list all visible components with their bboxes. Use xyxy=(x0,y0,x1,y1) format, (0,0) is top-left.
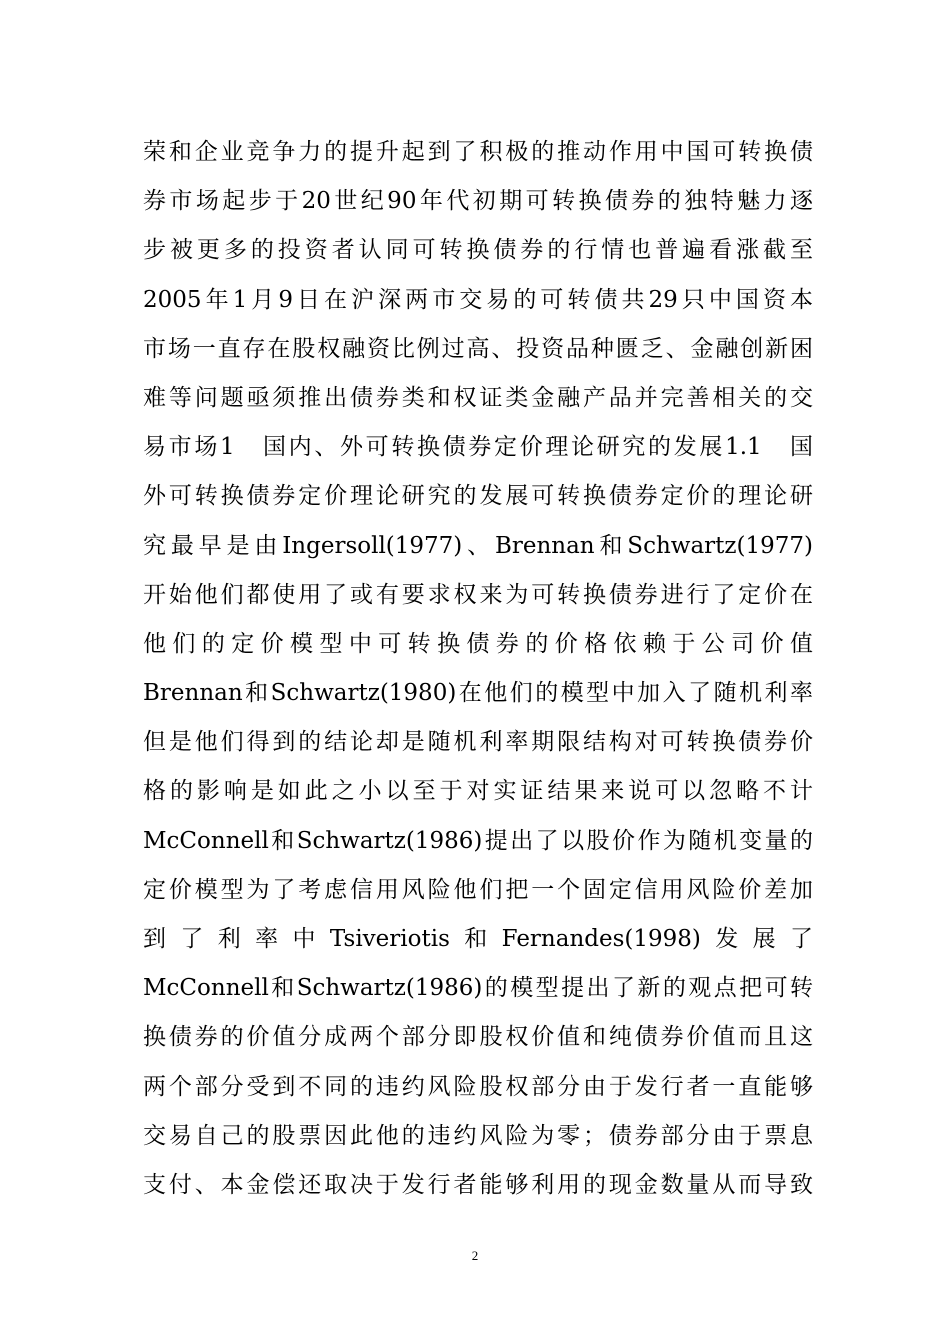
text-line: 两个部分受到不同的违约风险股权部分由于发行者一直能够 xyxy=(143,1073,813,1100)
text-line: 但是他们得到的结论却是随机利率期限结构对可转换债券价 xyxy=(143,729,813,756)
text-line: 2005年1月9日在沪深两市交易的可转债共29只中国资本 xyxy=(143,286,813,313)
text-line: 他们的定价模型中可转换债券的价格依赖于公司价值 xyxy=(143,630,813,657)
page-number: 2 xyxy=(471,1248,479,1263)
text-line: 外可转换债券定价理论研究的发展可转换债券定价的理论研 xyxy=(143,483,813,510)
text-line: 开始他们都使用了或有要求权来为可转换债券进行了定价在 xyxy=(143,581,813,608)
text-line: 易市场1 国内、外可转换债券定价理论研究的发展1.1 国 xyxy=(143,434,813,461)
text-line: 市场一直存在股权融资比例过高、投资品种匮乏、金融创新困 xyxy=(143,335,813,362)
text-line: McConnell和Schwartz(1986)的模型提出了新的观点把可转 xyxy=(143,975,813,1002)
text-line: 到了利率中Tsiveriotis和Fernandes(1998)发展了 xyxy=(143,926,813,952)
text-line: 荣和企业竞争力的提升起到了积极的推动作用中国可转换债 xyxy=(143,139,813,165)
text-line: Brennan和Schwartz(1980)在他们的模型中加入了随机利率 xyxy=(143,680,813,707)
text-line: 交易自己的股票因此他的违约风险为零；债券部分由于票息 xyxy=(143,1122,813,1149)
text-line: 格的影响是如此之小以至于对实证结果来说可以忽略不计 xyxy=(143,778,813,805)
body-text xyxy=(143,128,813,1210)
text-line: 究最早是由Ingersoll(1977)、Brennan和Schwartz(1977) xyxy=(143,532,813,559)
text-line: 定价模型为了考虑信用风险他们把一个固定信用风险价差加 xyxy=(143,876,813,903)
text-line: 券市场起步于20世纪90年代初期可转换债券的独特魅力逐 xyxy=(143,188,813,215)
text-line: 换债券的价值分成两个部分即股权价值和纯债券价值而且这 xyxy=(143,1024,813,1051)
text-line: 支付、本金偿还取决于发行者能够利用的现金数量从而导致 xyxy=(143,1171,813,1198)
text-line: McConnell和Schwartz(1986)提出了以股价作为随机变量的 xyxy=(143,827,813,854)
text-line: 步被更多的投资者认同可转换债券的行情也普遍看涨截至 xyxy=(143,237,813,264)
text-line: 难等问题亟须推出债券类和权证类金融产品并完善相关的交 xyxy=(143,384,813,411)
